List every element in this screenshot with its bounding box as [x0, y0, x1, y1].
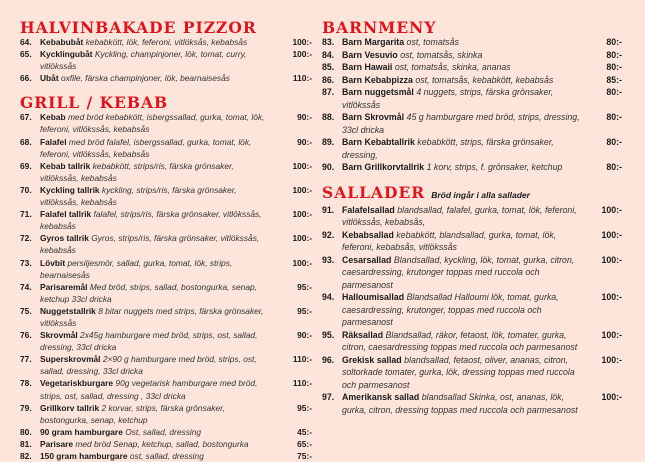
item-name: Kycklingubåt: [40, 49, 93, 60]
item-number: 66.: [20, 73, 32, 84]
item-number: 88.: [322, 112, 335, 122]
item-name: Barn Vesuvio: [342, 49, 398, 60]
item-name: Barn Grillkorvtallrik: [342, 162, 425, 172]
item-number: 83.: [322, 37, 335, 47]
item-name: Gyros tallrik: [40, 233, 89, 244]
item-price: 90:-: [297, 112, 312, 123]
menu-item: [20, 305, 312, 329]
item-number: 77.: [20, 354, 32, 365]
item-name: Grekisk sallad: [342, 354, 402, 365]
item-description: 2×90 g hamburgare med bröd, strips, ost, sallad, dressing, 33cl dricka: [40, 354, 257, 377]
item-number: 70.: [20, 184, 32, 195]
item-description: blandsallad, fetaost, oliver, ananas, citron, soltorkade tomater, gurka, lök, dressing toppas med ruccola och parmesanost: [342, 354, 575, 390]
item-price: 110:-: [292, 354, 312, 365]
menu-item: [322, 291, 622, 329]
item-price: 95:-: [297, 305, 312, 316]
item-number: 69.: [20, 160, 32, 171]
item-description: ost, tomatsås, skinka: [400, 49, 483, 60]
item-number: 68.: [20, 136, 32, 147]
item-number: 89.: [322, 137, 335, 147]
item-price: 80:-: [606, 112, 622, 122]
item-description: ost, tomatsås, kebabkött, kebabsås: [415, 74, 554, 85]
section-title: GRILL / KEBAB: [20, 93, 169, 113]
item-number: 95.: [322, 329, 335, 340]
menu-item: [20, 377, 312, 401]
item-name: Barn Hawaii: [342, 62, 393, 72]
item-price: 100:-: [292, 184, 312, 195]
item-number: 84.: [322, 49, 335, 60]
item-price: 90:-: [297, 136, 312, 147]
menu-item: [20, 72, 312, 84]
item-price: 80:-: [606, 62, 622, 72]
item-description: ost, tomatsås, skinka, ananas: [394, 62, 511, 72]
item-description: Gyros, strips/ris, färska grönsaker, vitlökssås, kebabsås: [40, 233, 260, 256]
menu-item: [20, 36, 312, 48]
item-number: 79.: [20, 402, 32, 413]
menu-item: [20, 426, 312, 438]
item-description: falafel, strips/ris, färska grönsaker, vitlökssås, kebabsås: [40, 209, 262, 232]
item-description: med bröd falafel, isbergssallad, gurka, tomat, lök, feferoni, vitlökssås, kebabsås: [40, 136, 252, 159]
section-heading: [20, 19, 312, 36]
item-name: Kyckling tallrik: [40, 184, 100, 195]
menu-item: [20, 208, 312, 232]
item-price: 100:-: [601, 254, 622, 265]
item-price: 65:-: [297, 438, 312, 449]
item-price: 80:-: [606, 49, 622, 60]
menu-item: [322, 136, 622, 161]
menu-item: [322, 229, 622, 254]
item-number: 80.: [20, 426, 32, 437]
item-description: med bröd kebabkött, isbergssallad, gurka, tomat, lök, feferoni, vitlökssås, kebabsås: [40, 112, 265, 135]
section-note: Bröd ingår i alla sallader: [431, 189, 530, 200]
item-price: 45:-: [297, 426, 312, 437]
item-price: 95:-: [297, 281, 312, 292]
item-number: 76.: [20, 330, 32, 341]
menu-item: [20, 136, 312, 160]
item-name: Parisaremål: [40, 281, 88, 292]
item-price: 100:-: [601, 354, 622, 365]
menu-item: [322, 391, 622, 416]
menu-item: [322, 86, 622, 111]
left-column: [20, 0, 312, 462]
section-title: HALVINBAKADE PIZZOR: [20, 18, 257, 37]
item-description: oxfile, färska champinjoner, lök, bearnaisesås: [60, 73, 230, 84]
item-name: Lövbit: [40, 257, 66, 268]
item-description: ost, tomatsås: [406, 37, 459, 47]
item-description: kebabkött, blandsallad, gurka, tomat, lök, feferoni, kebabsås, vitlökssås: [342, 229, 557, 252]
item-number: 87.: [322, 87, 335, 97]
item-description: 2 korvar, strips, färska grönsaker, bostongurka, senap, ketchup: [40, 402, 225, 425]
item-name: 150 gram hamburgare: [40, 451, 128, 461]
section-heading: [322, 19, 622, 36]
item-name: Kebabubåt: [40, 37, 84, 47]
item-description: kebabkött, strips, färska grönsaker, dressing,: [342, 137, 554, 160]
item-name: Cesarsallad: [342, 254, 392, 265]
item-name: Falafelsallad: [342, 204, 395, 215]
item-description: Blandsallad Halloumi lök, tomat, gurka, caesardressing, krutonger, toppas med ruccola och parmesanost: [342, 292, 559, 327]
item-name: Falafel tallrik: [40, 209, 92, 220]
item-price: 100:-: [292, 49, 312, 60]
item-price: 75:-: [297, 451, 312, 461]
menu-item: [322, 111, 622, 136]
item-price: 90:-: [297, 330, 312, 341]
item-number: 81.: [20, 438, 32, 449]
item-description: 1 korv, strips, f. grönsaker, ketchup: [426, 162, 563, 172]
item-price: 80:-: [606, 87, 622, 97]
menu-item: [20, 402, 312, 426]
item-name: Kebab: [40, 112, 66, 123]
item-description: med bröd Senap, ketchup, sallad, bostongurka: [75, 438, 249, 449]
item-name: Barn nuggetsmål: [342, 87, 414, 97]
menu-item: [322, 161, 622, 174]
item-description: Blandsallad, kyckling, lök, tomat, gurka, citron, caesardressing, krutonger toppas med ruccola och parmesanost: [342, 254, 575, 290]
item-price: 100:-: [601, 392, 622, 402]
item-price: 80:-: [606, 37, 622, 47]
item-description: blandsallad Skinka, ost, ananas, lök, gurka, citron, dressing toppas med ruccola och parmesanost: [342, 392, 578, 415]
item-description: 90g vegetarisk hamburgare med bröd, strips, ost, sallad, dressing , 33cl dricka: [40, 378, 258, 401]
item-number: 90.: [322, 162, 335, 172]
item-price: 110:-: [292, 378, 312, 389]
item-number: 74.: [20, 281, 32, 292]
menu-item: [20, 353, 312, 377]
menu-item: [322, 61, 622, 74]
item-price: 80:-: [606, 162, 622, 172]
item-name: Barn Skrovmål: [342, 112, 405, 122]
item-number: 91.: [322, 204, 335, 215]
right-column: [322, 0, 622, 416]
item-name: Ubåt: [40, 73, 59, 84]
menu-item: [322, 74, 622, 87]
item-name: Grillkorv tallrik: [40, 402, 100, 413]
item-name: Amerikansk sallad: [342, 392, 420, 402]
item-price: 100:-: [601, 292, 622, 302]
menu-item: [20, 48, 312, 72]
item-name: Barn Margarita: [342, 37, 405, 47]
section-heading: [20, 94, 312, 111]
item-number: 71.: [20, 209, 32, 220]
item-description: Kyckling, champinjoner, lök, tomat, curry, vitlökssås: [40, 49, 247, 72]
menu-item: [322, 49, 622, 62]
menu-item: [20, 281, 312, 305]
item-name: Nuggetstallrik: [40, 305, 96, 316]
menu-item: [322, 254, 622, 292]
menu-item: [322, 36, 622, 49]
section-title: SALLADER: [322, 182, 426, 202]
item-price: 100:-: [292, 233, 312, 244]
item-price: 100:-: [601, 204, 622, 215]
item-name: 90 gram hamburgare: [40, 426, 123, 437]
item-description: kebabkött, lök, feferoni, vitlöksås, kebabsås: [85, 37, 248, 47]
item-price: 100:-: [292, 160, 312, 171]
item-price: 110:-: [292, 73, 312, 84]
item-description: 8 bitar nuggets med strips, färska grönsaker, vitlökssås: [40, 305, 264, 328]
menu-item: [20, 329, 312, 353]
menu-item: [20, 257, 312, 281]
item-description: Med bröd, strips, sallad, bostongurka, senap, ketchup 33cl dricka: [40, 281, 257, 304]
item-description: persiljesmör, sallad, gurka, tomat, lök, strips, bearnaisesås: [40, 257, 233, 280]
menu-item: [20, 160, 312, 184]
item-number: 67.: [20, 112, 32, 123]
item-number: 73.: [20, 257, 32, 268]
item-price: 100:-: [292, 37, 312, 47]
item-number: 72.: [20, 233, 32, 244]
item-price: 100:-: [601, 329, 622, 340]
item-name: Räksallad: [342, 329, 384, 340]
menu-item: [322, 204, 622, 229]
item-number: 78.: [20, 378, 32, 389]
menu-item: [20, 184, 312, 208]
item-number: 97.: [322, 392, 335, 402]
item-price: 100:-: [601, 229, 622, 240]
item-description: kebabkött, strips/ris, färska grönsaker, vitlökssås, kebabsås: [40, 160, 234, 183]
item-number: 92.: [322, 229, 335, 240]
item-description: 45 g hamburgare med bröd, strips, dressing, 33cl dricka: [342, 112, 580, 135]
item-price: 100:-: [292, 257, 312, 268]
item-name: Barn Kebabpizza: [342, 74, 413, 85]
item-name: Skrovmål: [40, 330, 78, 341]
item-description: Ost, sallad, dressing: [125, 426, 202, 437]
item-number: 64.: [20, 37, 32, 47]
menu-item: [322, 329, 622, 354]
item-name: Barn Kebabtallrik: [342, 137, 415, 147]
menu-item: [20, 450, 312, 462]
item-number: 82.: [20, 451, 32, 461]
item-number: 86.: [322, 74, 335, 85]
menu-item: [20, 111, 312, 135]
item-number: 93.: [322, 254, 335, 265]
item-description: 2x45g hamburgare med bröd, strips, ost, sallad, dressing, 33cl dricka: [40, 330, 258, 353]
item-number: 75.: [20, 305, 32, 316]
item-price: 80:-: [606, 137, 622, 147]
item-name: Falafel: [40, 136, 67, 147]
item-name: Parisare: [40, 438, 74, 449]
item-name: Superskrovmål: [40, 354, 101, 365]
item-number: 65.: [20, 49, 32, 60]
item-name: Vegetariskburgare: [40, 378, 114, 389]
item-number: 96.: [322, 354, 335, 365]
item-name: Halloumisallad: [342, 292, 405, 302]
menu-item: [322, 354, 622, 392]
item-name: Kebabsallad: [342, 229, 394, 240]
item-description: kyckling, strips/ris, färska grönsaker, vitlökssås, kebabsås: [40, 184, 237, 208]
menu-item: [20, 438, 312, 450]
item-price: 100:-: [292, 209, 312, 220]
item-description: ost, sallad, dressing: [129, 451, 204, 461]
menu-item: [20, 232, 312, 256]
item-description: Blandsallad, räkor, fetaost, lök, tomater, gurka, citron, caesardressing toppas med ruccola och parmesanost: [342, 329, 578, 352]
item-name: Kebab tallrik: [40, 160, 91, 171]
item-price: 95:-: [297, 402, 312, 413]
item-description: 4 nuggets, strips, färska grönsaker, vitlökssås: [342, 87, 554, 110]
item-description: blandsallad, falafel, gurka, tomat, lök, feferoni, vitlökssås, kebabsås,: [342, 204, 577, 227]
item-number: 85.: [322, 62, 335, 72]
item-price: 85:-: [606, 74, 622, 85]
section-heading: [322, 184, 622, 204]
item-number: 94.: [322, 292, 335, 302]
section-title: BARNMENY: [322, 18, 437, 37]
